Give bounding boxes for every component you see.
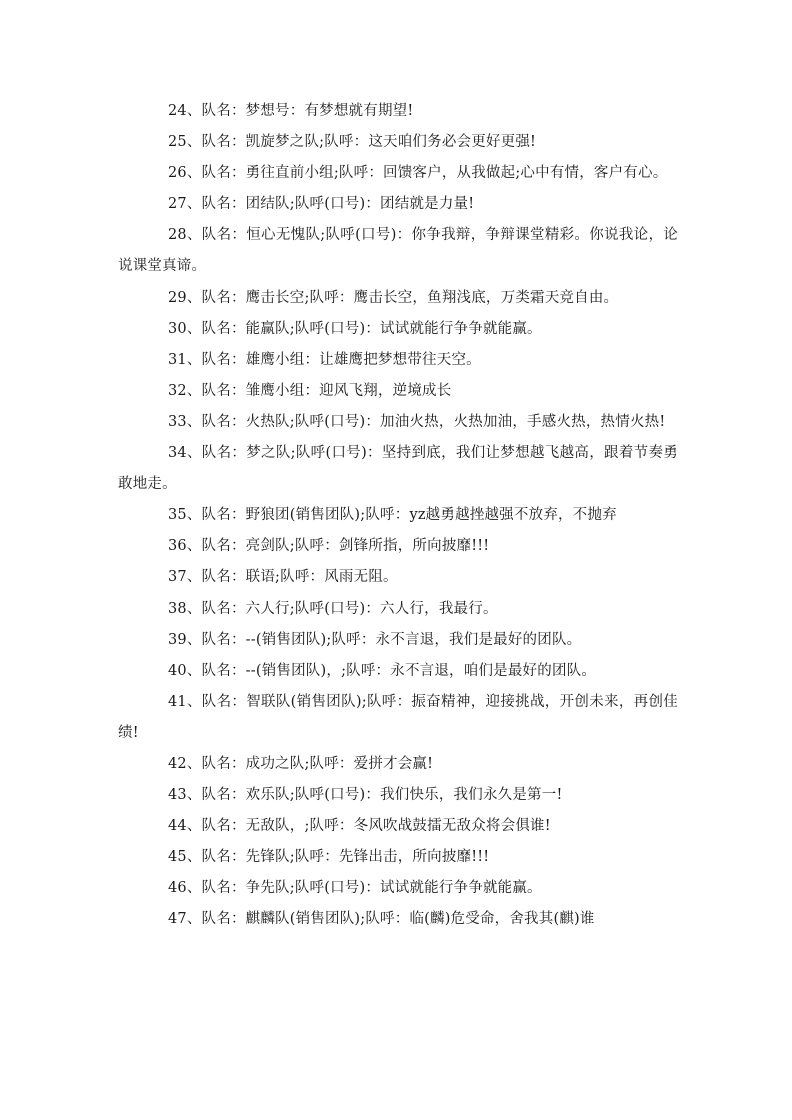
list-item: 39、队名：--(销售团队);队呼：永不言退，我们是最好的团队。 [168, 631, 582, 648]
list-item: 38、队名：六人行;队呼(口号)：六人行，我最行。 [168, 600, 498, 617]
list-item: 26、队名：勇往直前小组;队呼：回馈客户，从我做起;心中有情，客户有心。 [168, 165, 668, 182]
list-item: 28、队名：恒心无愧队;队呼(口号)：你争我辩，争辩课堂精彩。你说我论，论说课堂真谛。 [118, 227, 678, 275]
list-item: 29、队名：鹰击长空;队呼：鹰击长空，鱼翔浅底，万类霜天竞自由。 [168, 289, 619, 306]
list-item: 42、队名：成功之队;队呼：爱拼才会赢! [168, 755, 434, 772]
list-item: 37、队名：联语;队呼：风雨无阻。 [168, 569, 398, 586]
list-item: 31、队名：雄鹰小组：让雄鹰把梦想带往天空。 [168, 351, 481, 368]
list-item: 33、队名：火热队;队呼(口号)：加油火热，火热加油，手感火热，热情火热! [168, 413, 666, 430]
list-item: 35、队名：野狼团(销售团队);队呼：yz越勇越挫越强不放弃，不抛弃 [168, 507, 617, 524]
list-item: 30、队名：能赢队;队呼(口号)：试试就能行争争就能赢。 [168, 320, 542, 337]
list-item: 32、队名：雏鹰小组：迎风飞翔，逆境成长 [168, 382, 452, 399]
list-item: 44、队名：无敌队，;队呼：冬风吹战鼓擂无敌众将会俱谁! [168, 818, 551, 835]
list-item: 41、队名：智联队(销售团队);队呼：振奋精神，迎接挑战，开创未来，再创佳绩! [118, 693, 678, 741]
list-item: 36、队名：亮剑队;队呼：剑锋所指，所向披靡!!! [168, 538, 490, 555]
list-item: 47、队名：麒麟队(销售团队);队呼：临(麟)危受命，舍我其(麒)谁 [168, 911, 595, 928]
list-item: 45、队名：先锋队;队呼：先锋出击，所向披靡!!! [168, 849, 490, 866]
list-item: 25、队名：凯旋梦之队;队呼：这天咱们务必会更好更强! [168, 134, 537, 151]
list-item: 34、队名：梦之队;队呼(口号)：坚持到底，我们让梦想越飞越高，跟着节奏勇敢地走。 [118, 445, 678, 493]
list-item: 24、队名：梦想号：有梦想就有期望! [168, 103, 414, 119]
list-item: 40、队名：--(销售团队)，;队呼：永不言退，咱们是最好的团队。 [168, 662, 597, 679]
document-body [118, 96, 678, 936]
list-item: 46、队名：争先队;队呼(口号)：试试就能行争争就能赢。 [168, 880, 542, 897]
list-item: 27、队名：团结队;队呼(口号)：团结就是力量! [168, 196, 475, 213]
list-item: 43、队名：欢乐队;队呼(口号)：我们快乐，我们永久是第一! [168, 787, 563, 804]
